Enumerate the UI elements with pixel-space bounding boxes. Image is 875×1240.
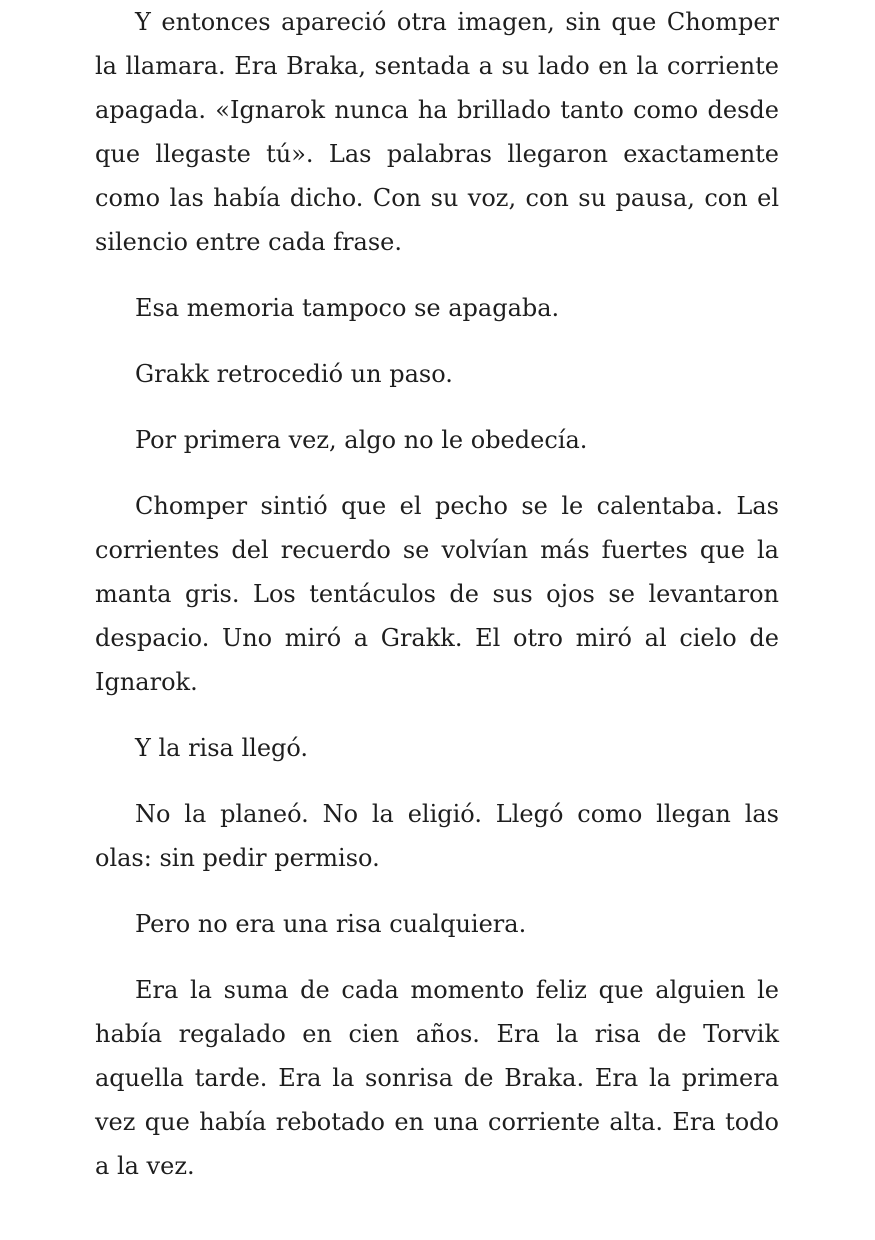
paragraph-4: Por primera vez, algo no le obedecía. [135, 426, 588, 454]
paragraph-9: Era la suma de cada momento feliz que alguien le había regalado en cien años. Era la risa de Torvik aquella tarde. Era la sonrisa de Braka. Era la primera vez que había rebotado en una corriente alta. Era todo a la vez. [95, 976, 779, 1180]
paragraph-7: No la planeó. No la eligió. Llegó como llegan las olas: sin pedir permiso. [95, 800, 779, 872]
book-page [95, 0, 779, 1188]
paragraph-1: Y entonces apareció otra imagen, sin que Chomper la llamara. Era Braka, sentada a su lado en la corriente apagada. «Ignarok nunca ha brillado tanto como desde que llegaste tú». Las palabras llegaron exactamente como las había dicho. Con su voz, con su pausa, con el silencio entre cada frase. [95, 8, 779, 256]
paragraph-5: Chomper sintió que el pecho se le calentaba. Las corrientes del recuerdo se volvían más fuertes que la manta gris. Los tentáculos de sus ojos se levantaron despacio. Uno miró a Grakk. El otro miró al cielo de Ignarok. [95, 492, 779, 696]
paragraph-3: Grakk retrocedió un paso. [135, 360, 453, 388]
paragraph-8: Pero no era una risa cualquiera. [135, 910, 527, 938]
paragraph-6: Y la risa llegó. [135, 734, 309, 762]
paragraph-2: Esa memoria tampoco se apagaba. [135, 294, 560, 322]
